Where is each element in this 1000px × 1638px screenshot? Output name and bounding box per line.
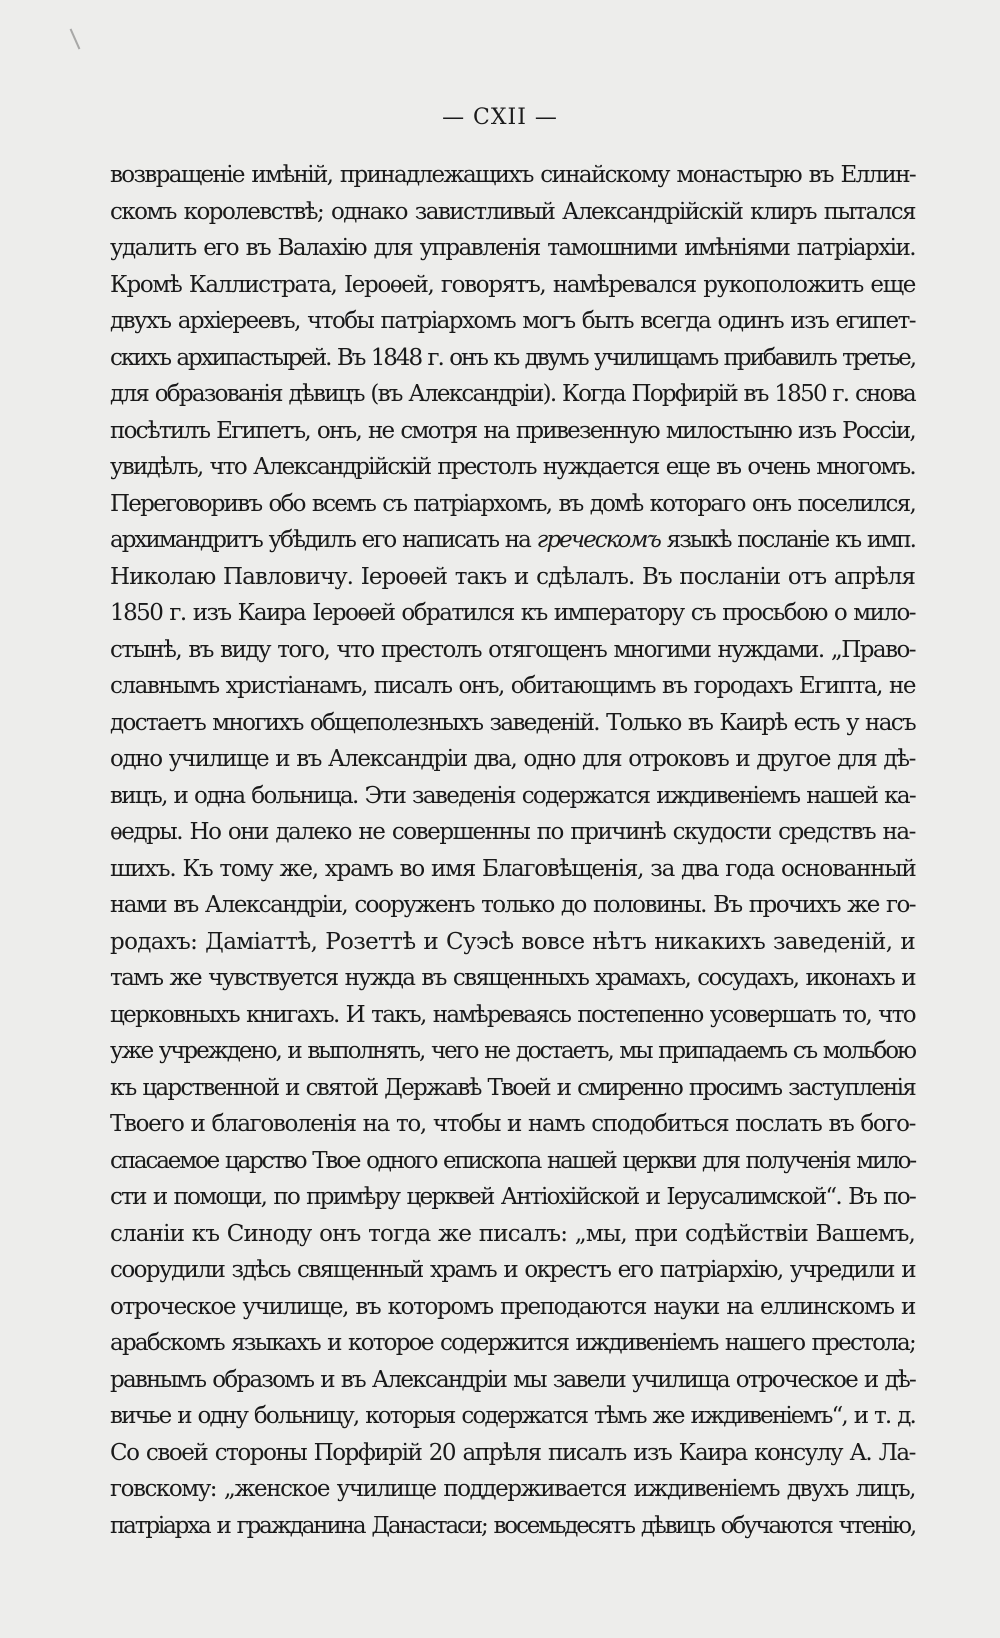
text-line	[110, 632, 915, 669]
text-line	[110, 413, 915, 450]
text-segment: спасаемое царство Твое одного епископа нашей церкви для полученія мило-	[110, 1147, 915, 1174]
text-segment: говскому: „женское училище поддерживается иждивеніемъ двухъ лицъ,	[110, 1476, 915, 1502]
text-segment: архимандритъ убѣдилъ его написать на	[110, 527, 537, 553]
text-segment: скомъ королевствѣ; однако завистливый Александрійскій клиръ пытался	[110, 198, 915, 225]
text-line	[110, 887, 915, 924]
page-number: — CXII —	[442, 105, 558, 130]
text-line	[110, 1471, 915, 1508]
text-segment: для образованія дѣвицъ (въ Александріи). Когда Порфирій въ 1850 г. снова	[110, 381, 915, 407]
text-line	[110, 1106, 915, 1143]
text-segment: удалить его въ Валахію для управленія тамошними имѣніями патріархіи.	[110, 235, 915, 261]
text-line	[110, 486, 915, 523]
text-segment: вицъ, и одна больница. Эти заведенія содержатся иждивеніемъ нашей ка-	[110, 782, 915, 809]
text-segment: Переговоривъ обо всемъ съ патріархомъ, въ домѣ котораго онъ поселился,	[110, 490, 915, 517]
text-segment: языкѣ посланіе къ имп.	[659, 527, 915, 553]
text-line	[110, 376, 915, 413]
text-line	[110, 997, 915, 1034]
text-line	[110, 1325, 915, 1362]
text-segment: 1850 г. изъ Каира Іероѳей обратился къ императору съ просьбою о мило-	[110, 600, 915, 626]
scan-speck-mark	[70, 29, 81, 50]
text-line	[110, 960, 915, 997]
text-line	[110, 1143, 915, 1180]
text-segment: ѳедры. Но они далеко не совершенны по причинѣ скудости средствъ на-	[110, 819, 915, 845]
text-line	[110, 522, 915, 559]
text-segment: Твоего и благоволенія на то, чтобы и намъ сподобиться послать въ бого-	[110, 1111, 915, 1137]
text-segment: сланіи къ Синоду онъ тогда же писалъ: „мы, при содѣйствіи Вашемъ,	[110, 1220, 915, 1247]
text-segment: уже учреждено, и выполнять, чего не достаетъ, мы припадаемъ съ мольбою	[110, 1038, 915, 1064]
text-line	[110, 1362, 915, 1399]
text-line	[110, 267, 915, 304]
text-segment: одно училище и въ Александріи два, одно для отроковъ и другое для дѣ-	[110, 746, 916, 772]
text-segment: равнымъ образомъ и въ Александріи мы завели училища отроческое и дѣ-	[110, 1366, 915, 1393]
text-segment: отроческое училище, въ которомъ преподаются науки на еллинскомъ и	[110, 1293, 915, 1320]
text-segment: къ царственной и святой Державѣ Твоей и смиренно просимъ заступленія	[110, 1074, 915, 1101]
text-segment: Николаю Павловичу. Іероѳей такъ и сдѣлалъ. Въ посланіи отъ апрѣля	[110, 563, 915, 590]
text-line	[110, 449, 915, 486]
text-line	[110, 1398, 915, 1435]
text-segment: арабскомъ языкахъ и которое содержится иждивеніемъ нашего престола;	[110, 1330, 915, 1356]
text-segment: родахъ: Даміаттѣ, Розеттѣ и Суэсѣ вовсе нѣтъ никакихъ заведеній, и	[110, 928, 915, 955]
text-line	[110, 1508, 915, 1545]
text-segment: посѣтилъ Египетъ, онъ, не смотря на привезенную милостыню изъ Россіи,	[110, 417, 915, 444]
text-segment: соорудили здѣсь священный храмъ и окрестъ его патріархію, учредили и	[110, 1257, 915, 1283]
text-line	[110, 1435, 915, 1472]
text-line	[110, 230, 915, 267]
body-text	[110, 157, 915, 1544]
text-line	[110, 194, 915, 231]
text-segment: стынѣ, въ виду того, что престолъ отягощенъ многими нуждами. „Право-	[110, 636, 915, 663]
text-segment: нами въ Александріи, сооруженъ только до половины. Въ прочихъ же го-	[110, 892, 915, 918]
text-segment: возвращеніе имѣній, принадлежащихъ синайскому монастырю въ Еллин-	[110, 162, 915, 188]
text-segment: церковныхъ книгахъ. И такъ, намѣреваясь постепенно усовершать то, что	[110, 1001, 915, 1028]
text-line	[110, 741, 915, 778]
text-segment: скихъ архипастырей. Въ 1848 г. онъ къ двумъ училищамъ прибавилъ третье,	[110, 344, 915, 371]
text-line	[110, 303, 915, 340]
text-segment: сти и помощи, по примѣру церквей Антіохійской и Іерусалимской“. Въ по-	[110, 1184, 915, 1210]
text-segment: достаетъ многихъ общеполезныхъ заведеній. Только въ Каирѣ есть у насъ	[110, 709, 915, 736]
text-line	[110, 814, 915, 851]
text-segment: вичье и одну больницу, которыя содержатся тѣмъ же иждивеніемъ“, и т. д.	[110, 1403, 915, 1429]
text-line	[110, 1070, 915, 1107]
text-line	[110, 705, 915, 742]
text-line	[110, 340, 915, 377]
text-segment: патріарха и гражданина Данастаси; восемьдесятъ дѣвицъ обучаются чтенію,	[110, 1512, 915, 1539]
text-line	[110, 1179, 915, 1216]
text-line	[110, 1033, 915, 1070]
text-line	[110, 157, 915, 194]
text-line	[110, 595, 915, 632]
italic-word: греческомъ	[536, 527, 660, 553]
text-line	[110, 778, 915, 815]
text-line	[110, 1216, 915, 1253]
text-line	[110, 1289, 915, 1326]
text-segment: двухъ архіереевъ, чтобы патріархомъ могъ быть всегда одинъ изъ египет-	[110, 308, 915, 334]
text-line	[110, 851, 915, 888]
text-line	[110, 668, 915, 705]
text-segment: славнымъ христіанамъ, писалъ онъ, обитающимъ въ городахъ Египта, не	[110, 673, 915, 699]
text-segment: Кромѣ Каллистрата, Іероѳей, говорятъ, намѣревался рукоположить еще	[110, 271, 915, 298]
text-line	[110, 1252, 915, 1289]
text-line	[110, 559, 915, 596]
text-line	[110, 924, 915, 961]
text-segment: увидѣлъ, что Александрійскій престолъ нуждается еще въ очень многомъ.	[110, 454, 915, 480]
text-segment: тамъ же чувствуется нужда въ священныхъ храмахъ, сосудахъ, иконахъ и	[110, 965, 915, 991]
text-segment: Со своей стороны Порфирій 20 апрѣля писалъ изъ Каира консулу А. Ла-	[110, 1439, 915, 1466]
text-segment: шихъ. Къ тому же, храмъ во имя Благовѣщенія, за два года основанный	[110, 855, 916, 882]
